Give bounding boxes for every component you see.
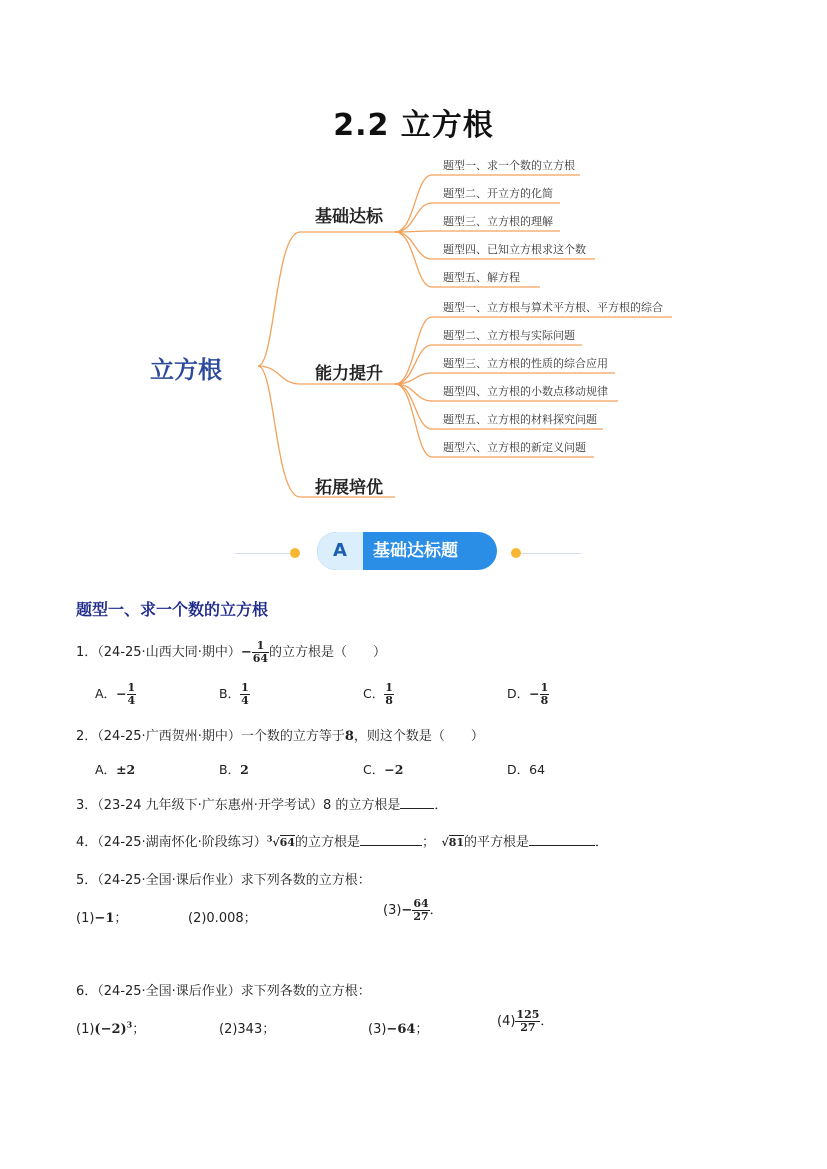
branch-basic: 基础达标	[315, 207, 383, 227]
q2-option-b[interactable]: B．2	[219, 762, 249, 777]
leaf-ability-4: 题型四、立方根的小数点移动规律	[443, 385, 608, 398]
banner-line-right	[521, 553, 581, 554]
q1-option-d[interactable]: D．− $\frac{1}{8}$	[507, 681, 549, 708]
mindmap-center: 立方根	[150, 356, 222, 384]
q1-fraction: $\frac{1}{64}$	[252, 639, 269, 666]
q5-item-2: (2)0.008；	[188, 911, 257, 926]
banner-dot-left	[290, 548, 300, 558]
banner-text: 基础达标题	[373, 541, 458, 561]
q1-number: 1．	[76, 645, 98, 661]
question-5: 5．（24-25·全国·课后作业）求下列各数的立方根：	[76, 873, 371, 888]
q2-option-d[interactable]: D．64	[507, 762, 546, 777]
leaf-basic-2: 题型二、开立方的化简	[443, 187, 553, 200]
q4-answer-blank-1[interactable]	[360, 833, 422, 846]
question-2: 2．（24-25·广西贺州·期中）一个数的立方等于8，则这个数是（ ）	[76, 729, 484, 744]
leaf-ability-5: 题型五、立方根的材料探究问题	[443, 413, 597, 426]
q1-option-a[interactable]: A．− $\frac{1}{4}$	[95, 681, 136, 708]
q3-answer-blank[interactable]	[400, 796, 434, 809]
page-title: 2.2 立方根	[333, 108, 494, 143]
leaf-basic-5: 题型五、解方程	[443, 271, 520, 284]
question-3: 3．（23-24 九年级下·广东惠州·开学考试）8 的立方根是 ．	[76, 798, 448, 813]
q6-item-3: (3)−64；	[368, 1022, 429, 1037]
banner-line-left	[235, 553, 295, 554]
leaf-basic-3: 题型三、立方根的理解	[443, 215, 553, 228]
branch-ability: 能力提升	[315, 364, 383, 384]
question-1	[76, 640, 386, 665]
banner-letter: A	[317, 532, 363, 570]
leaf-ability-6: 题型六、立方根的新定义问题	[443, 441, 586, 454]
q1-option-b[interactable]: B． $\frac{1}{4}$	[219, 681, 249, 708]
q4-answer-blank-2[interactable]	[529, 833, 595, 846]
mindmap-lines	[0, 0, 827, 520]
question-6: 6．（24-25·全国·课后作业）求下列各数的立方根：	[76, 984, 371, 999]
q6-item-4: (4) $\frac{125}{27}$ ．	[497, 1008, 554, 1035]
q1-option-c[interactable]: C． $\frac{1}{8}$	[363, 681, 393, 708]
leaf-basic-1: 题型一、求一个数的立方根	[443, 159, 575, 172]
q1-tail: 的立方根是（ ）	[269, 645, 387, 661]
branch-extend: 拓展培优	[315, 478, 383, 498]
banner-dot-right	[511, 548, 521, 558]
q5-item-1: (1)−1；	[76, 911, 128, 926]
q4-square-root: √81	[441, 836, 465, 849]
q2-option-a[interactable]: A．±2	[95, 762, 136, 777]
q2-option-c[interactable]: C．−2	[363, 762, 404, 777]
q4-cube-root: $^3$√64	[266, 833, 295, 849]
q1-minus: −	[240, 645, 252, 661]
q6-item-2: (2)343；	[219, 1022, 276, 1037]
q1-source: （24-25·山西大同·期中）	[97, 645, 241, 661]
leaf-ability-1: 题型一、立方根与算术平方根、平方根的综合	[443, 301, 663, 314]
connector-basic	[258, 232, 395, 366]
leaf-ability-2: 题型二、立方根与实际问题	[443, 329, 575, 342]
q5-item-3: (3)− $\frac{64}{27}$ ．	[383, 897, 443, 924]
leaf-ability-3: 题型三、立方根的性质的综合应用	[443, 357, 608, 370]
section-title: 题型一、求一个数的立方根	[76, 600, 269, 619]
question-4: 4．（24-25·湖南怀化·阶段练习）$^3$√64的立方根是 ； √81的平方根是 ．	[76, 833, 609, 850]
q6-item-1: $(1)(-2)^3$；	[76, 1019, 146, 1037]
section-banner	[317, 532, 497, 570]
leaf-basic-4: 题型四、已知立方根求这个数	[443, 243, 586, 256]
